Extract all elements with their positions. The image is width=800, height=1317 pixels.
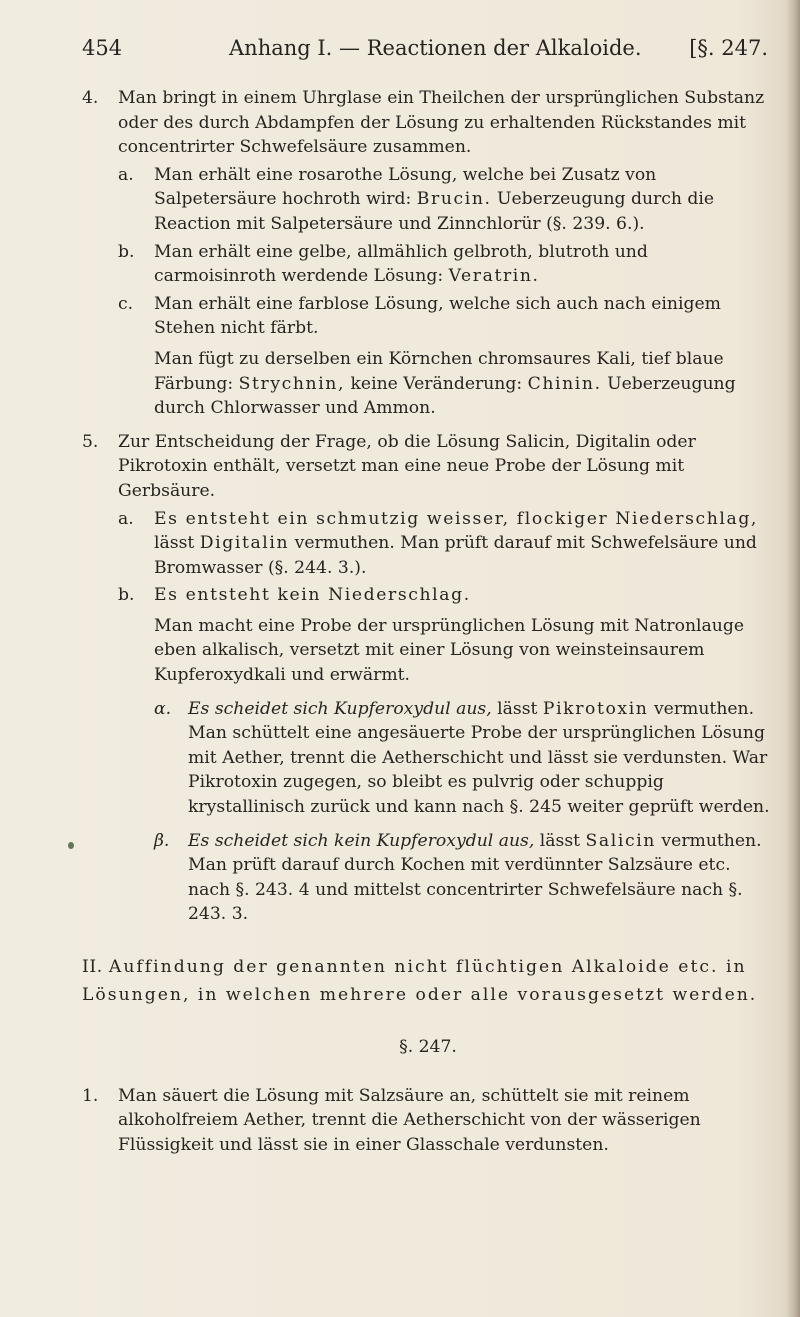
item-5	[82, 430, 774, 927]
text-run: vermuthen. Man prüft darauf durch Kochen mit verdünnter Salzsäure etc. nach §. 243. 4 und mittelst concentrirter Schwefelsäure nach §. 243. 3.	[188, 830, 762, 925]
alkaloid-name: Digitalin	[199, 533, 290, 554]
sub-label: c.	[118, 293, 134, 314]
sub-label: α.	[154, 698, 172, 719]
sub-item-5a	[118, 507, 774, 581]
sub-text	[154, 507, 774, 581]
sub-item-4a	[118, 163, 774, 237]
sub-label: a.	[118, 164, 134, 185]
text-run: vermuthen. Man prüft darauf mit Schwefelsäure und Bromwasser (§. 244. 3.).	[154, 533, 757, 578]
sub-label: a.	[118, 508, 134, 529]
item-number: 4.	[82, 88, 99, 108]
text-run: vermuthen. Man schüttelt eine angesäuerte Probe der ursprünglichen Lösung mit Aether, trennt die Aetherschicht und lässt sie verdunsten. War Pikrotoxin zugegen, so bleibt es pulvrig oder schuppig krystallinisch zurück und kann nach §. 245 weiter geprüft werden.	[188, 698, 770, 818]
sub-label: b.	[118, 585, 135, 606]
alkaloid-name: Salicin	[585, 830, 656, 851]
sub-item-5b	[118, 583, 774, 927]
item-text: Man säuert die Lösung mit Salzsäure an, schüttelt sie mit reinem alkoholfreiem Aether, trennt die Aetherschicht von der wässerigen Flüssigkeit und lässt sie in einer Glasschale verdunsten.	[118, 1085, 701, 1155]
sub-text	[188, 697, 774, 820]
sub-text	[154, 240, 774, 289]
sub-text: Es entsteht kein Niederschlag.	[154, 585, 471, 606]
sub-text	[188, 829, 774, 927]
text-run: lässt	[154, 533, 200, 554]
alkaloid-name: Chinin.	[527, 373, 602, 394]
italic-text: Es scheidet sich kein Kupferoxydul aus,	[188, 830, 535, 851]
text-run: lässt	[534, 830, 586, 851]
item-4	[82, 86, 774, 421]
sub-item-5b-beta	[154, 829, 774, 927]
sub-item-4b	[118, 240, 774, 289]
text-run: Ueberzeugung durch die Reaction mit Salpetersäure und Zinnchlorür (§. 239. 6.).	[154, 189, 715, 234]
sub-text-2: Man macht eine Probe der ursprünglichen Lösung mit Natronlauge eben alkalisch, versetzt mit einer Lösung von weinsteinsaurem Kupferoxydkali und erwärmt.	[154, 615, 745, 686]
text-run: Ueberzeugung durch Chlorwasser und Ammon.	[154, 373, 736, 419]
text-run: lässt	[491, 698, 543, 719]
header-section-ref: [§. 247.	[689, 36, 768, 60]
sub-label: b.	[118, 241, 135, 262]
item-text: Zur Entscheidung der Frage, ob die Lösung Salicin, Digitalin oder Pikrotoxin enthält, versetzt man eine neue Probe der Lösung mit Gerbsäure.	[118, 431, 696, 501]
alkaloid-name: Brucin.	[416, 189, 492, 210]
ink-spot	[68, 842, 74, 849]
sub-text	[154, 163, 774, 237]
paragraph-mark: §. 247.	[399, 1037, 457, 1057]
text-run: keine Veränderung:	[345, 373, 528, 394]
text-run: Man erhält eine rosarothe Lösung, welche bei Zusatz von Salpetersäure hochroth wird:	[154, 164, 657, 210]
section-number: II.	[82, 957, 103, 977]
sub-text-2	[154, 347, 774, 421]
header-title: Anhang I. — Reactionen der Alkaloide.	[229, 36, 642, 60]
italic-text: Es scheidet sich Kupferoxydul aus,	[188, 698, 492, 719]
alkaloid-name: Strychnin,	[238, 373, 346, 394]
item-number: 1.	[82, 1085, 99, 1106]
page-number: 454	[82, 36, 123, 60]
sub-label: β.	[154, 830, 170, 851]
text-run: Man erhält eine gelbe, allmählich gelbroth, blutroth und carmoisinroth werdende Lösung:	[154, 241, 648, 287]
text-run: Man fügt zu derselben ein Körnchen chromsaures Kali, tief blaue Färbung:	[154, 348, 724, 394]
sub-item-4c	[118, 292, 774, 421]
item-number: 5.	[82, 431, 99, 452]
alkaloid-name: Veratrin.	[448, 266, 540, 287]
section-title: Auffindung der genannten nicht flüchtigen Alkaloide etc. in Lösungen, in welchen mehrere oder alle vorausgesetzt werden.	[82, 957, 758, 1005]
alkaloid-name: Pikrotoxin	[542, 698, 649, 719]
item-text: Man bringt in einem Uhrglase ein Theilchen der ursprünglichen Substanz oder des durch Abdampfen der Lösung zu erhaltenden Rückstandes mit concentrirter Schwefelsäure zusammen.	[118, 88, 765, 158]
sub-text: Man erhält eine farblose Lösung, welche sich auch nach einigem Stehen nicht färbt.	[154, 293, 721, 339]
sub-item-5b-alpha	[154, 697, 774, 820]
body-text	[82, 86, 774, 1166]
spaced-text: Es entsteht ein schmutzig weisser, flockiger Niederschlag,	[154, 508, 758, 529]
page-edge-shadow	[786, 0, 800, 1317]
item-1	[82, 1084, 774, 1158]
running-header	[82, 36, 768, 66]
section-heading-II	[82, 953, 774, 1009]
